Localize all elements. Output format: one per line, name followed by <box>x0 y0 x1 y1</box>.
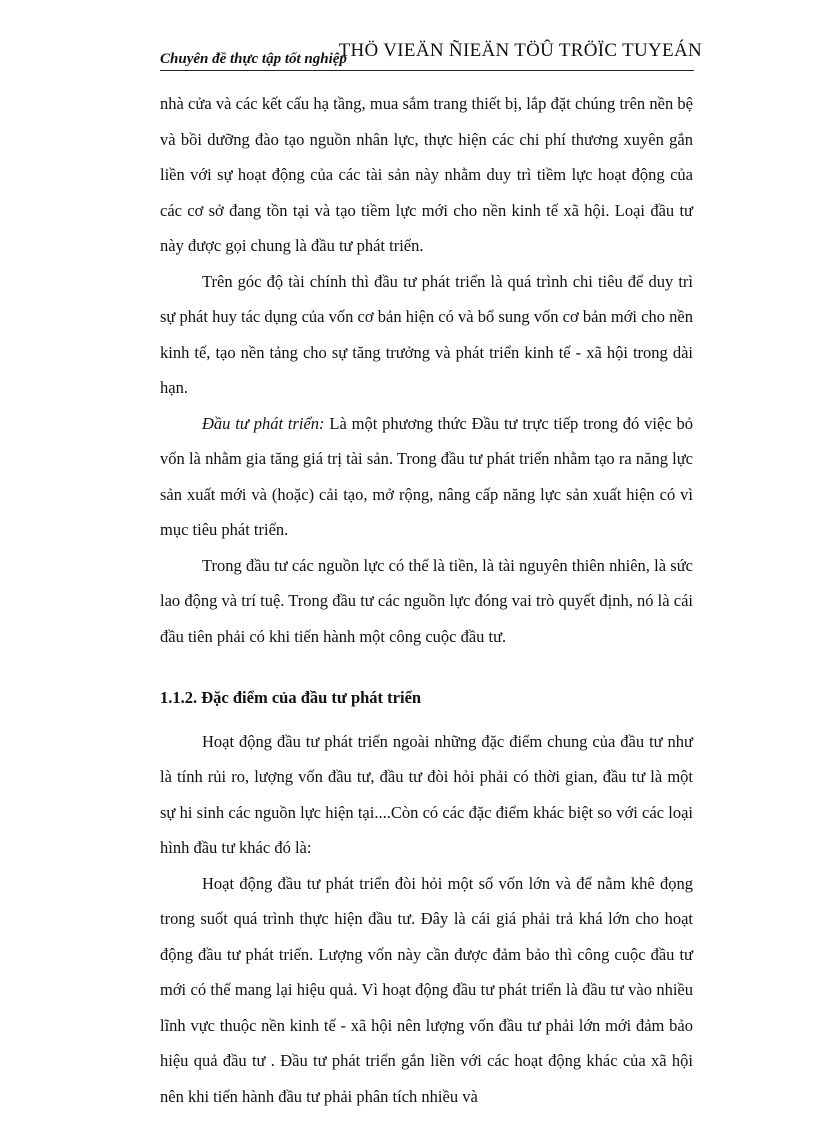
paragraph-3-text: Là một phương thức Đầu tư trực tiếp trong đó việc bỏ vốn là nhằm gia tăng giá trị tài sản. Trong đầu tư phát triển nhằm tạo ra năng lực sản xuất mới và (hoặc) cải tạo, mở rộng, nâng cấp năng lực sản xuất hiện có vì mục tiêu phát triển. <box>160 413 693 539</box>
paragraph-3-lead: Đầu tư phát triển: <box>202 413 325 433</box>
document-body <box>160 86 693 1114</box>
paragraph-4: Trong đầu tư các nguồn lực có thể là tiền, là tài nguyên thiên nhiên, là sức lao động và trí tuệ. Trong đầu tư các nguồn lực đóng vai trò quyết định, nó là cái đầu tiên phải có khi tiến hành một công cuộc đầu tư. <box>160 555 693 646</box>
paragraph-1: nhà cửa và các kết cấu hạ tầng, mua sắm trang thiết bị, lắp đặt chúng trên nền bệ và bồi dưỡng đào tạo nguồn nhân lực, thực hiện các chi phí thương xuyên gắn liền với sự hoạt động của các tài sản này nhằm duy trì tiềm lực hoạt động của các cơ sở đang tồn tại và tạo tiềm lực mới cho nền kinh tế xã hội. Loại đầu tư này được gọi chung là đầu tư phát triển. <box>160 94 693 255</box>
paragraph-5: Hoạt động đầu tư phát triển ngoài những đặc điểm chung của đầu tư như là tính rủi ro, lượng vốn đầu tư, đầu tư đòi hỏi phải có thời gian, đầu tư là một sự hi sinh các nguồn lực hiện tại....Còn có các đặc điểm khác biệt so với các loại hình đầu tư khác đó là: <box>160 731 693 857</box>
page-header <box>160 30 702 71</box>
paragraph-2: Trên góc độ tài chính thì đầu tư phát triển là quá trình chi tiêu để duy trì sự phát huy tác dụng của vốn cơ bản hiện có và bổ sung vốn cơ bản mới cho nền kinh tế, tạo nền tảng cho sự tăng trưởng và phát triển kinh tế - xã hội trong dài hạn. <box>160 271 693 397</box>
library-name: THÖ VIEÄN ÑIEÄN TÖÛ TRÖÏC TUYEÁN <box>338 40 702 61</box>
section-heading: 1.1.2. Đặc điểm của đầu tư phát triển <box>160 688 422 707</box>
document-title: Chuyên đề thực tập tốt nghiệp <box>160 51 347 67</box>
paragraph-6: Hoạt động đầu tư phát triển đòi hỏi một số vốn lớn và để nằm khê đọng trong suốt quá trình thực hiện đầu tư. Đây là cái giá phải trả khá lớn cho hoạt động đầu tư phát triển. Lượng vốn này cần được đảm bảo thì công cuộc đầu tư mới có thể mang lại hiệu quả. Vì hoạt động đầu tư phát triển là đầu tư vào nhiều lĩnh vực thuộc nền kinh tế - xã hội nên lượng vốn đầu tư phải lớn mới đảm bảo hiệu quả đầu tư . Đầu tư phát triển gắn liền với các hoạt động khác của xã hội nên khi tiến hành đầu tư phải phân tích nhiều và <box>160 873 693 1106</box>
paragraph-3 <box>160 406 693 548</box>
